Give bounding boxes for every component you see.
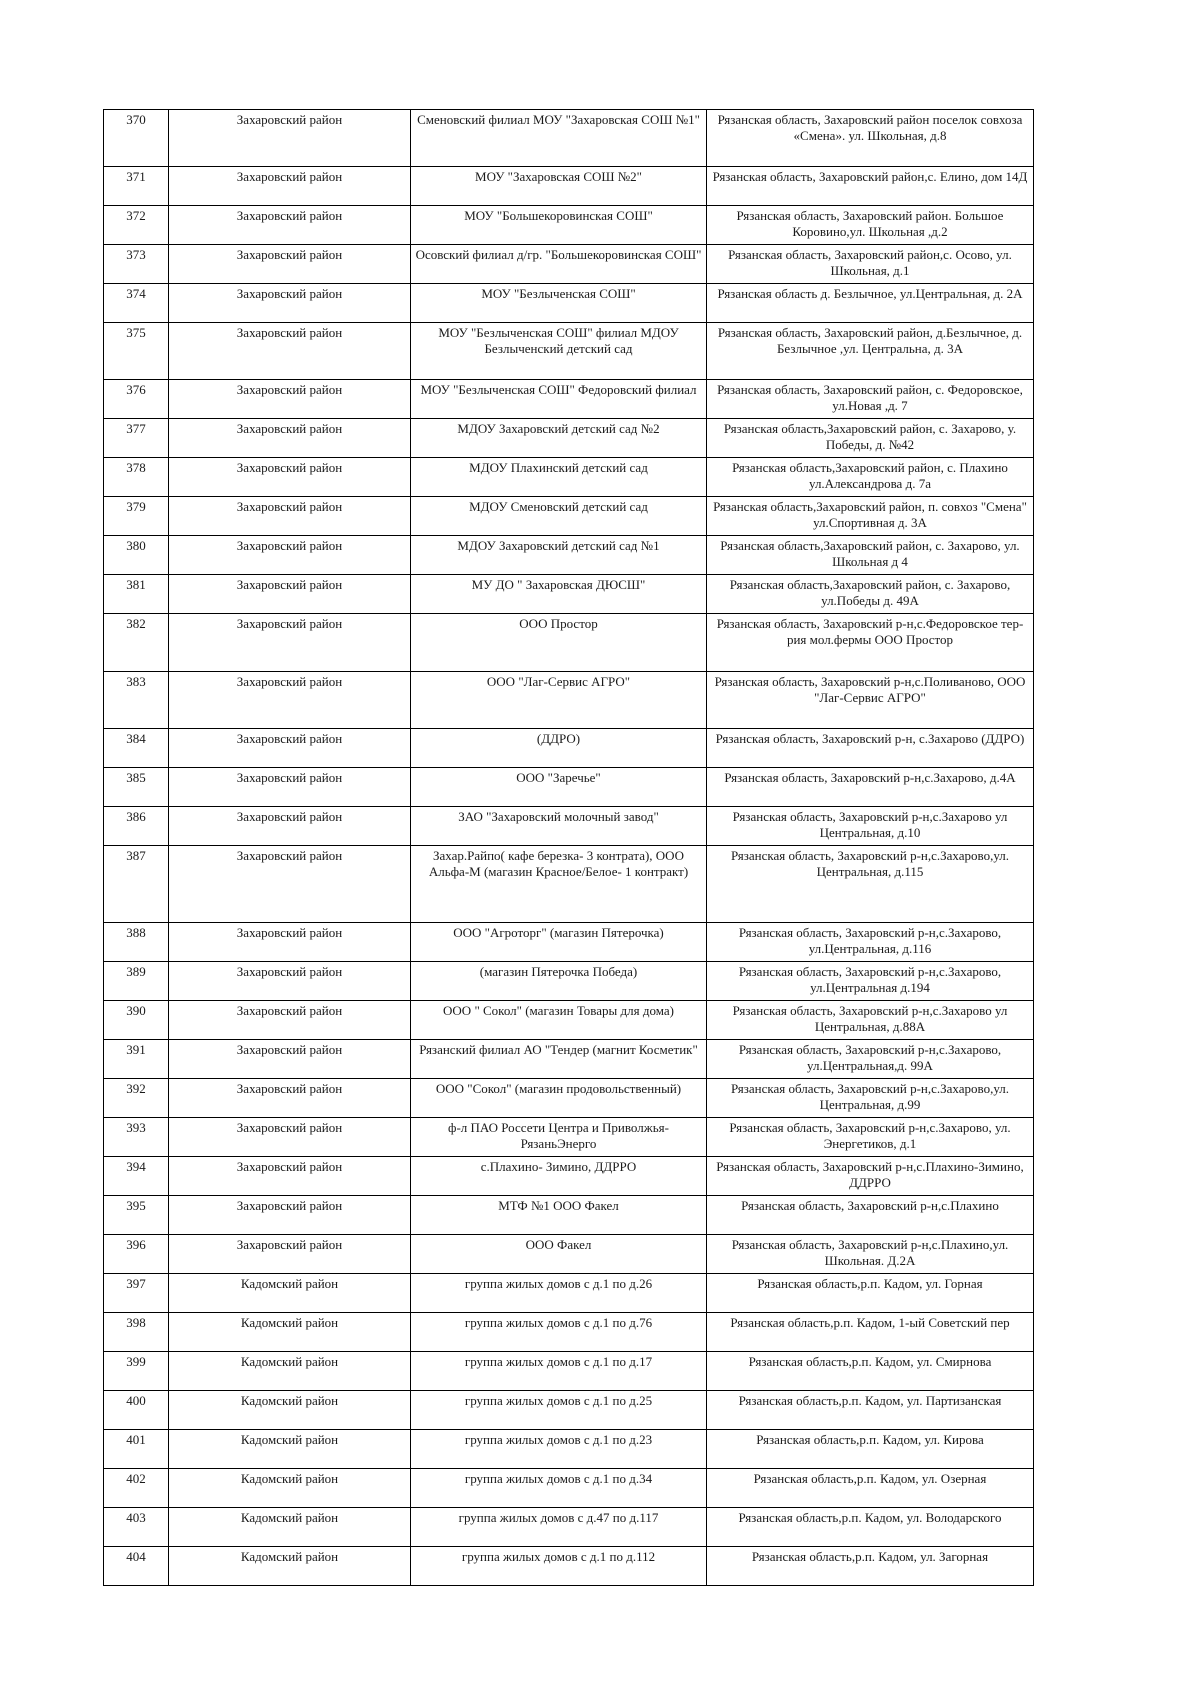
document-table — [103, 109, 1034, 1586]
object-name-cell: Осовский филиал д/гр. "Большекоровинская СОШ" — [411, 245, 707, 284]
row-number-cell: 386 — [104, 807, 169, 846]
object-name-cell: Рязанский филиал АО "Тендер (магнит Косметик" — [411, 1040, 707, 1079]
address-cell: Рязанская область,Захаровский район, с. Захарово, ул. Школьная д 4 — [707, 536, 1034, 575]
table-row — [104, 1391, 1034, 1430]
district-cell: Захаровский район — [169, 1157, 411, 1196]
district-cell: Захаровский район — [169, 419, 411, 458]
table-row — [104, 1469, 1034, 1508]
address-cell: Рязанская область д. Безлычное, ул.Центральная, д. 2А — [707, 284, 1034, 323]
district-cell: Захаровский район — [169, 672, 411, 729]
row-number-cell: 374 — [104, 284, 169, 323]
address-cell: Рязанская область, Захаровский район,с. Елино, дом 14Д — [707, 167, 1034, 206]
object-name-cell: группа жилых домов с д.1 по д.25 — [411, 1391, 707, 1430]
table-row — [104, 768, 1034, 807]
row-number-cell: 375 — [104, 323, 169, 380]
object-name-cell: МДОУ Плахинский детский сад — [411, 458, 707, 497]
address-cell: Рязанская область, Захаровский район, д.Безлычное, д. Безлычное ,ул. Центральна, д. 3А — [707, 323, 1034, 380]
row-number-cell: 389 — [104, 962, 169, 1001]
table-row — [104, 1430, 1034, 1469]
district-cell: Кадомский район — [169, 1274, 411, 1313]
table-row — [104, 323, 1034, 380]
row-number-cell: 379 — [104, 497, 169, 536]
table-row — [104, 1235, 1034, 1274]
district-cell: Захаровский район — [169, 1079, 411, 1118]
table-row — [104, 846, 1034, 923]
object-name-cell: группа жилых домов с д.1 по д.112 — [411, 1547, 707, 1586]
district-cell: Захаровский район — [169, 729, 411, 768]
table-row — [104, 380, 1034, 419]
district-cell: Захаровский район — [169, 1235, 411, 1274]
district-cell: Кадомский район — [169, 1469, 411, 1508]
district-cell: Захаровский район — [169, 323, 411, 380]
table-row — [104, 575, 1034, 614]
object-name-cell: группа жилых домов с д.1 по д.23 — [411, 1430, 707, 1469]
address-cell: Рязанская область, Захаровский район, с. Федоровское, ул.Новая ,д. 7 — [707, 380, 1034, 419]
table-row — [104, 419, 1034, 458]
table-row — [104, 1157, 1034, 1196]
row-number-cell: 371 — [104, 167, 169, 206]
row-number-cell: 387 — [104, 846, 169, 923]
address-cell: Рязанская область, Захаровский р-н,с.Плахино — [707, 1196, 1034, 1235]
address-cell: Рязанская область, Захаровский р-н,с.Захарово,ул. Центральная, д.115 — [707, 846, 1034, 923]
district-cell: Захаровский район — [169, 768, 411, 807]
object-name-cell: с.Плахино- Зимино, ДДРРО — [411, 1157, 707, 1196]
table-row — [104, 923, 1034, 962]
table-row — [104, 536, 1034, 575]
address-cell: Рязанская область, Захаровский р-н,с.Захарово, ул.Центральная,д. 99А — [707, 1040, 1034, 1079]
row-number-cell: 395 — [104, 1196, 169, 1235]
district-cell: Кадомский район — [169, 1547, 411, 1586]
table-row — [104, 1547, 1034, 1586]
address-cell: Рязанская область,Захаровский район, с. Плахино ул.Александрова д. 7а — [707, 458, 1034, 497]
row-number-cell: 380 — [104, 536, 169, 575]
table-row — [104, 614, 1034, 672]
address-cell: Рязанская область, Захаровский р-н, с.Захарово (ДДРО) — [707, 729, 1034, 768]
object-name-cell: МОУ "Безлыченская СОШ" — [411, 284, 707, 323]
table-row — [104, 729, 1034, 768]
address-cell: Рязанская область,р.п. Кадом, ул. Озерная — [707, 1469, 1034, 1508]
object-name-cell: группа жилых домов с д.1 по д.34 — [411, 1469, 707, 1508]
address-cell: Рязанская область, Захаровский р-н,с.Поливаново, ООО "Лаг-Сервис АГРО" — [707, 672, 1034, 729]
row-number-cell: 372 — [104, 206, 169, 245]
district-cell: Захаровский район — [169, 1118, 411, 1157]
row-number-cell: 392 — [104, 1079, 169, 1118]
row-number-cell: 401 — [104, 1430, 169, 1469]
row-number-cell: 403 — [104, 1508, 169, 1547]
district-cell: Захаровский район — [169, 497, 411, 536]
table-row — [104, 1040, 1034, 1079]
row-number-cell: 397 — [104, 1274, 169, 1313]
row-number-cell: 376 — [104, 380, 169, 419]
address-cell: Рязанская область, Захаровский р-н,с.Захарово ул Центральная, д.10 — [707, 807, 1034, 846]
object-name-cell: (магазин Пятерочка Победа) — [411, 962, 707, 1001]
address-cell: Рязанская область,Захаровский район, с. Захарово, у. Победы, д. №42 — [707, 419, 1034, 458]
address-cell: Рязанская область, Захаровский р-н,с.Федоровское тер-рия мол.фермы ООО Простор — [707, 614, 1034, 672]
address-cell: Рязанская область,р.п. Кадом, ул. Загорная — [707, 1547, 1034, 1586]
object-name-cell: ООО Простор — [411, 614, 707, 672]
object-name-cell: Захар.Райпо( кафе березка- 3 контрата), ООО Альфа-М (магазин Красное/Белое- 1 контракт) — [411, 846, 707, 923]
address-cell: Рязанская область, Захаровский р-н,с.Плахино,ул. Школьная. Д.2А — [707, 1235, 1034, 1274]
object-name-cell: группа жилых домов с д.47 по д.117 — [411, 1508, 707, 1547]
address-cell: Рязанская область,р.п. Кадом, ул. Горная — [707, 1274, 1034, 1313]
row-number-cell: 384 — [104, 729, 169, 768]
district-cell: Кадомский район — [169, 1352, 411, 1391]
table-row — [104, 1274, 1034, 1313]
district-cell: Захаровский район — [169, 846, 411, 923]
table-row — [104, 1313, 1034, 1352]
address-cell: Рязанская область,р.п. Кадом, ул. Володарского — [707, 1508, 1034, 1547]
address-cell: Рязанская область,Захаровский район, с. Захарово, ул.Победы д. 49А — [707, 575, 1034, 614]
row-number-cell: 400 — [104, 1391, 169, 1430]
district-cell: Захаровский район — [169, 110, 411, 167]
object-name-cell: МТФ №1 ООО Факел — [411, 1196, 707, 1235]
row-number-cell: 396 — [104, 1235, 169, 1274]
address-cell: Рязанская область, Захаровский р-н,с.Плахино-Зимино, ДДРРО — [707, 1157, 1034, 1196]
address-cell: Рязанская область,р.п. Кадом, ул. Кирова — [707, 1430, 1034, 1469]
row-number-cell: 377 — [104, 419, 169, 458]
district-cell: Кадомский район — [169, 1430, 411, 1469]
object-name-cell: ООО Факел — [411, 1235, 707, 1274]
object-name-cell: ООО "Сокол" (магазин продовольственный) — [411, 1079, 707, 1118]
object-name-cell: ф-л ПАО Россети Центра и Приволжья-РязаньЭнерго — [411, 1118, 707, 1157]
row-number-cell: 381 — [104, 575, 169, 614]
district-cell: Захаровский район — [169, 1196, 411, 1235]
table-row — [104, 167, 1034, 206]
object-name-cell: группа жилых домов с д.1 по д.76 — [411, 1313, 707, 1352]
district-cell: Захаровский район — [169, 245, 411, 284]
address-cell: Рязанская область, Захаровский р-н,с.Захарово, ул.Центральная, д.116 — [707, 923, 1034, 962]
address-cell: Рязанская область, Захаровский р-н,с.Захарово ул Центральная, д.88А — [707, 1001, 1034, 1040]
district-cell: Захаровский район — [169, 167, 411, 206]
table-row — [104, 206, 1034, 245]
object-name-cell: (ДДРО) — [411, 729, 707, 768]
table-row — [104, 245, 1034, 284]
address-cell: Рязанская область,р.п. Кадом, ул. Партизанская — [707, 1391, 1034, 1430]
district-cell: Захаровский район — [169, 962, 411, 1001]
row-number-cell: 398 — [104, 1313, 169, 1352]
row-number-cell: 402 — [104, 1469, 169, 1508]
address-cell: Рязанская область, Захаровский район. Большое Коровино,ул. Школьная ,д.2 — [707, 206, 1034, 245]
address-cell: Рязанская область, Захаровский р-н,с.Захарово, д.4А — [707, 768, 1034, 807]
row-number-cell: 394 — [104, 1157, 169, 1196]
table-row — [104, 1079, 1034, 1118]
address-cell: Рязанская область, Захаровский р-н,с.Захарово, ул.Центральная д.194 — [707, 962, 1034, 1001]
row-number-cell: 404 — [104, 1547, 169, 1586]
row-number-cell: 390 — [104, 1001, 169, 1040]
object-name-cell: ООО "Агроторг" (магазин Пятерочка) — [411, 923, 707, 962]
row-number-cell: 393 — [104, 1118, 169, 1157]
object-name-cell: МДОУ Захаровский детский сад №2 — [411, 419, 707, 458]
row-number-cell: 383 — [104, 672, 169, 729]
row-number-cell: 378 — [104, 458, 169, 497]
object-name-cell: МОУ "Безлыченская СОШ" Федоровский филиал — [411, 380, 707, 419]
table-row — [104, 284, 1034, 323]
address-cell: Рязанская область,р.п. Кадом, 1-ый Советский пер — [707, 1313, 1034, 1352]
address-cell: Рязанская область, Захаровский р-н,с.Захарово,ул. Центральная, д.99 — [707, 1079, 1034, 1118]
table-row — [104, 1001, 1034, 1040]
address-cell: Рязанская область, Захаровский район поселок совхоза «Смена». ул. Школьная, д.8 — [707, 110, 1034, 167]
table-row — [104, 497, 1034, 536]
district-cell: Захаровский район — [169, 536, 411, 575]
district-cell: Кадомский район — [169, 1313, 411, 1352]
object-name-cell: МОУ "Безлыченская СОШ" филиал МДОУ Безлыченский детский сад — [411, 323, 707, 380]
row-number-cell: 382 — [104, 614, 169, 672]
district-cell: Захаровский район — [169, 1001, 411, 1040]
district-cell: Захаровский район — [169, 284, 411, 323]
object-name-cell: МОУ "Захаровская СОШ №2" — [411, 167, 707, 206]
object-name-cell: ЗАО "Захаровский молочный завод" — [411, 807, 707, 846]
table-row — [104, 1118, 1034, 1157]
object-name-cell: МДОУ Сменовский детский сад — [411, 497, 707, 536]
object-name-cell: МУ ДО " Захаровская ДЮСШ" — [411, 575, 707, 614]
object-name-cell: ООО "Заречье" — [411, 768, 707, 807]
address-cell: Рязанская область,р.п. Кадом, ул. Смирнова — [707, 1352, 1034, 1391]
district-cell: Захаровский район — [169, 206, 411, 245]
district-cell: Кадомский район — [169, 1391, 411, 1430]
district-cell: Захаровский район — [169, 575, 411, 614]
object-name-cell: МОУ "Большекоровинская СОШ" — [411, 206, 707, 245]
object-name-cell: группа жилых домов с д.1 по д.26 — [411, 1274, 707, 1313]
address-cell: Рязанская область, Захаровский район,с. Осово, ул. Школьная, д.1 — [707, 245, 1034, 284]
object-name-cell: ООО " Сокол" (магазин Товары для дома) — [411, 1001, 707, 1040]
table-row — [104, 1352, 1034, 1391]
row-number-cell: 373 — [104, 245, 169, 284]
table-row — [104, 458, 1034, 497]
row-number-cell: 388 — [104, 923, 169, 962]
table-row — [104, 1508, 1034, 1547]
row-number-cell: 370 — [104, 110, 169, 167]
object-name-cell: группа жилых домов с д.1 по д.17 — [411, 1352, 707, 1391]
district-cell: Захаровский район — [169, 1040, 411, 1079]
object-name-cell: ООО "Лаг-Сервис АГРО" — [411, 672, 707, 729]
district-cell: Кадомский район — [169, 1508, 411, 1547]
table-row — [104, 1196, 1034, 1235]
district-cell: Захаровский район — [169, 923, 411, 962]
table-row — [104, 962, 1034, 1001]
table-row — [104, 807, 1034, 846]
table-body — [104, 110, 1034, 1586]
district-cell: Захаровский район — [169, 380, 411, 419]
district-cell: Захаровский район — [169, 807, 411, 846]
row-number-cell: 385 — [104, 768, 169, 807]
address-cell: Рязанская область,Захаровский район, п. совхоз "Смена" ул.Спортивная д. 3А — [707, 497, 1034, 536]
table-row — [104, 110, 1034, 167]
address-cell: Рязанская область, Захаровский р-н,с.Захарово, ул. Энергетиков, д.1 — [707, 1118, 1034, 1157]
row-number-cell: 399 — [104, 1352, 169, 1391]
object-name-cell: Сменовский филиал МОУ "Захаровская СОШ №1" — [411, 110, 707, 167]
table-row — [104, 672, 1034, 729]
district-cell: Захаровский район — [169, 614, 411, 672]
object-name-cell: МДОУ Захаровский детский сад №1 — [411, 536, 707, 575]
row-number-cell: 391 — [104, 1040, 169, 1079]
district-cell: Захаровский район — [169, 458, 411, 497]
